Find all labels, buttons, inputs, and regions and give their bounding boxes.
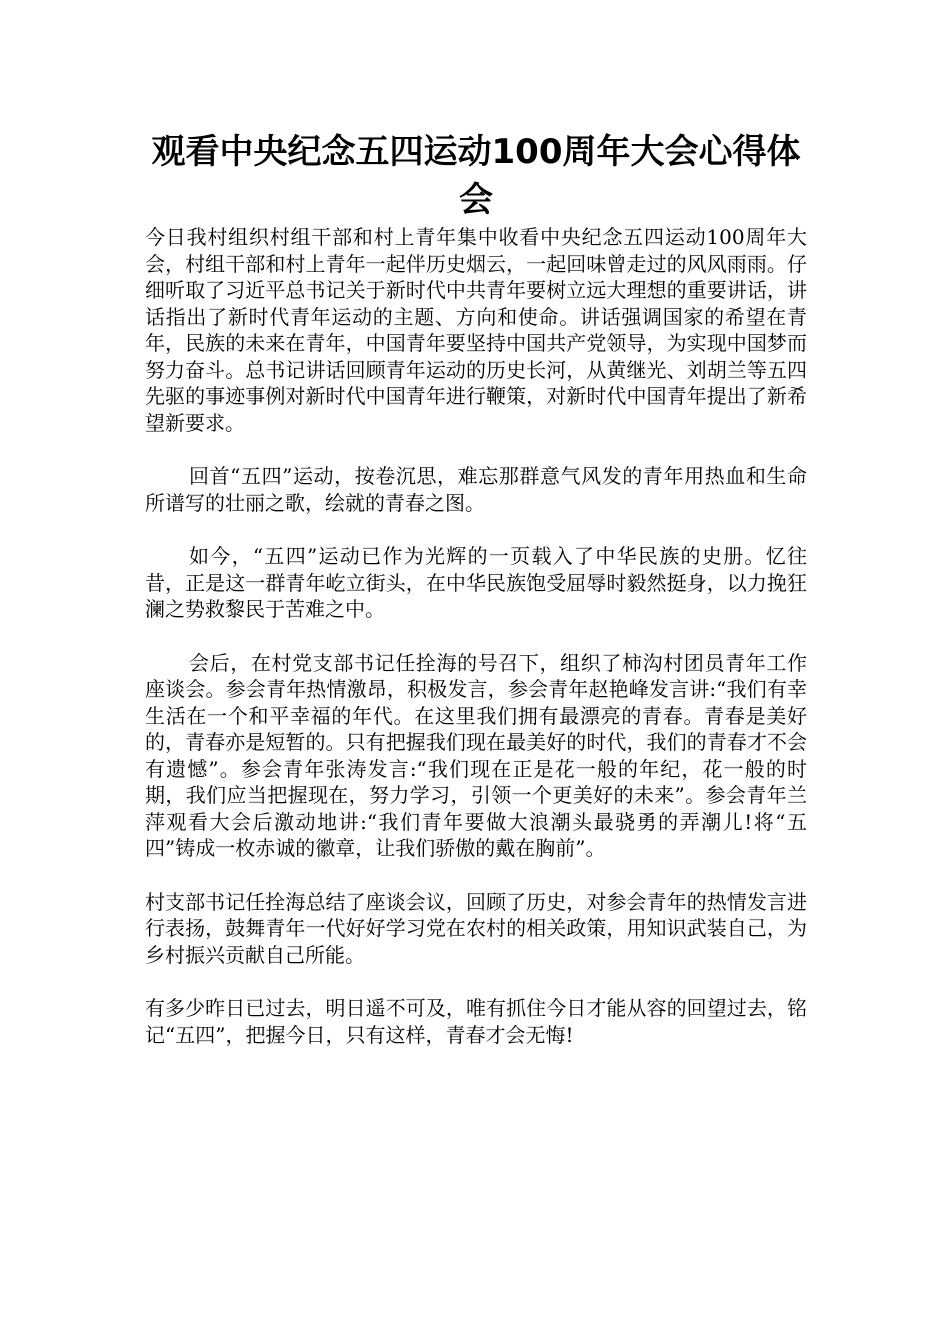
- paragraph-4: 会后，在村党支部书记任拴海的号召下，组织了柿沟村团员青年工作座谈会。参会青年热情激昂，积极发言，参会青年赵艳峰发言讲:“我们有幸生活在一个和平幸福的年代。在这里我们拥有最漂亮的青春。青春是美好的，青春亦是短暂的。只有把握我们现在最美好的时代，我们的青春才不会有遗憾”。参会青年张涛发言:“我们现在正是花一般的年纪，花一般的时期，我们应当把握现在，努力学习，引领一个更美好的未来”。参会青年兰萍观看大会后激动地讲:“我们青年要做大浪潮头最骁勇的弄潮儿!将“五四”铸成一枚赤诚的徽章，让我们骄傲的戴在胸前”。: [145, 650, 807, 860]
- paragraph-3: 如今，“五四”运动已作为光辉的一页载入了中华民族的史册。忆往昔，正是这一群青年屹立街头，在中华民族饱受屈辱时毅然挺身，以力挽狂澜之势救黎民于苦难之中。: [145, 544, 807, 621]
- paragraph-6: 有多少昨日已过去，明日遥不可及，唯有抓住今日才能从容的回望过去，铭记“五四”，把握今日，只有这样，青春才会无悔!: [145, 996, 807, 1047]
- paragraph-1: 今日我村组织村组干部和村上青年集中收看中央纪念五四运动100周年大会，村组干部和村上青年一起伴历史烟云，一起回味曾走过的风风雨雨。仔细听取了习近平总书记关于新时代中共青年要树立远大理想的重要讲话，讲话指出了新时代青年运动的主题、方向和使命。讲话强调国家的希望在青年，民族的未来在青年，中国青年要坚持中国共产党领导，为实现中国梦而努力奋斗。总书记讲话回顾青年运动的历史长河，从黄继光、刘胡兰等五四先驱的事迹事例对新时代中国青年进行鞭策，对新时代中国青年提出了新希望新要求。: [145, 225, 807, 435]
- paragraph-2: 回首“五四”运动，按卷沉思，难忘那群意气风发的青年用热血和生命所谱写的壮丽之歌，绘就的青春之图。: [145, 464, 807, 515]
- document-title: 观看中央纪念五四运动100周年大会心得体会: [151, 132, 801, 220]
- paragraph-5: 村支部书记任拴海总结了座谈会议，回顾了历史，对参会青年的热情发言进行表扬，鼓舞青年一代好好学习党在农村的相关政策，用知识武装自己，为乡村振兴贡献自己所能。: [145, 889, 807, 967]
- document-page: [145, 128, 807, 1075]
- document-body: [145, 224, 807, 1048]
